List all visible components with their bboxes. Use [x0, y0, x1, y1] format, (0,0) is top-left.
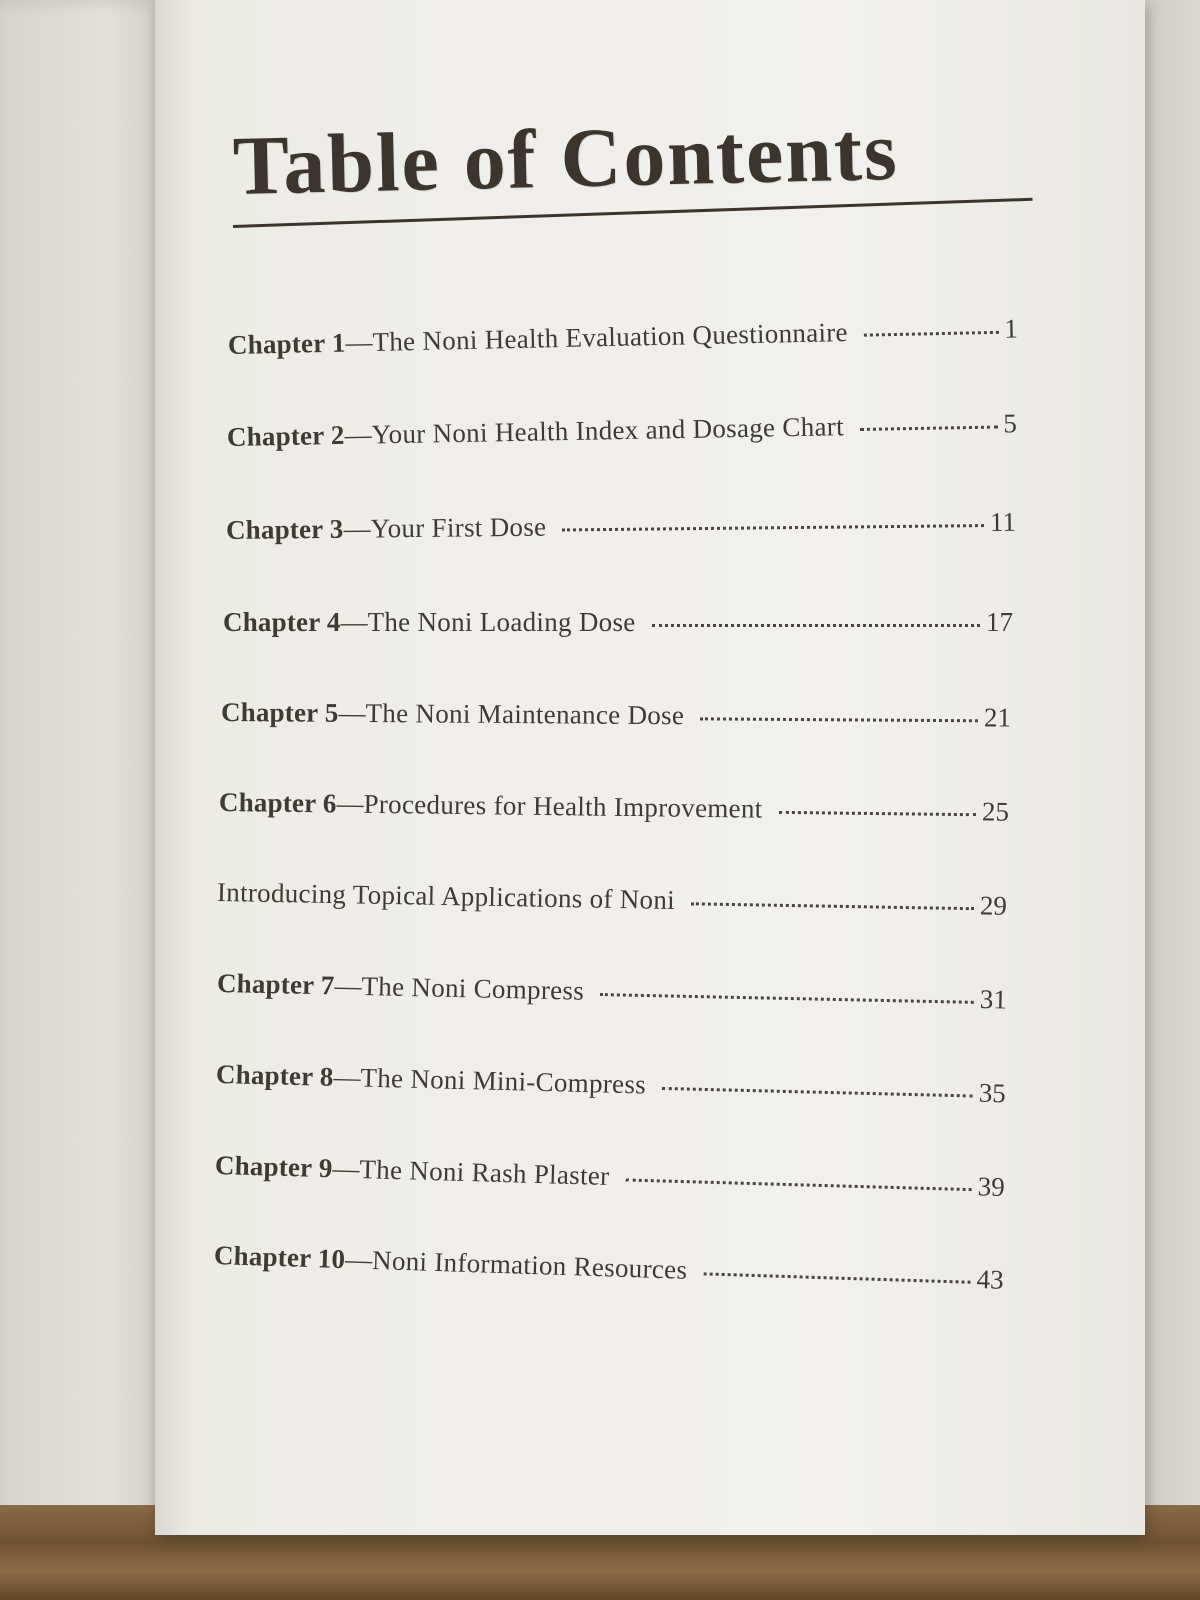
toc-separator: —: [344, 419, 372, 450]
dot-leader: [778, 810, 975, 816]
toc-chapter-label: Chapter 4: [223, 607, 341, 637]
toc-entry-title: The Noni Compress: [361, 971, 585, 1006]
toc-chapter-label: Chapter 3: [225, 513, 344, 545]
toc-page-number: 35: [978, 1077, 1007, 1109]
toc-page-number: 29: [979, 890, 1008, 921]
toc-chapter-label: Chapter 5: [220, 697, 339, 728]
toc-list: [155, 0, 1145, 1535]
toc-entry-title: Procedures for Health Improvement: [363, 788, 763, 824]
book-page: [155, 0, 1145, 1535]
toc-entry: [216, 1059, 1007, 1109]
toc-page-number: 17: [986, 607, 1013, 637]
toc-page-number: 21: [983, 702, 1012, 733]
dot-leader: [625, 1177, 971, 1191]
toc-chapter-label: Chapter 2: [226, 419, 345, 452]
toc-separator: —: [340, 607, 368, 637]
toc-chapter-label: Chapter 7: [216, 968, 335, 1001]
toc-separator: —: [343, 513, 371, 544]
toc-entry-title: The Noni Mini-Compress: [360, 1062, 647, 1100]
facing-page: [0, 0, 175, 1530]
dot-leader: [562, 523, 984, 531]
toc-page-number: 25: [981, 796, 1010, 827]
toc-page-number: 11: [989, 506, 1017, 537]
dot-leader: [662, 1086, 973, 1098]
toc-chapter-label: Chapter 8: [215, 1059, 334, 1092]
dot-leader: [691, 901, 974, 910]
toc-separator: —: [333, 1061, 361, 1093]
toc-separator: —: [334, 970, 362, 1002]
toc-entry: [215, 1150, 1006, 1203]
dot-leader: [864, 330, 999, 337]
toc-separator: —: [338, 697, 366, 729]
toc-entry: [217, 968, 1007, 1016]
toc-entry: [227, 408, 1017, 453]
toc-chapter-label: Chapter 10: [213, 1240, 346, 1275]
toc-chapter-label: Chapter 1: [227, 327, 346, 360]
toc-entry-title: The Noni Loading Dose: [367, 607, 636, 637]
page-title: Table of Contents: [231, 104, 900, 213]
toc-page-number: 5: [1003, 408, 1018, 439]
toc-page-number: 39: [977, 1171, 1006, 1203]
toc-chapter-label: Chapter 6: [218, 787, 337, 819]
toc-entry-title: The Noni Rash Plaster: [359, 1154, 610, 1192]
toc-entry-title: Your First Dose: [370, 511, 547, 544]
toc-entry: [226, 507, 1016, 546]
toc-entry: [214, 1240, 1005, 1296]
toc-entry: [221, 697, 1011, 734]
toc-entry: [219, 787, 1009, 828]
toc-separator: —: [336, 788, 364, 819]
toc-entry-title: The Noni Health Evaluation Questionnaire: [372, 317, 849, 357]
dot-leader: [600, 992, 974, 1004]
toc-page-number: 31: [979, 983, 1008, 1015]
toc-entry-title: Your Noni Health Index and Dosage Chart: [371, 411, 845, 450]
toc-entry: [223, 607, 1013, 638]
toc-entry-title: Noni Information Resources: [371, 1244, 688, 1285]
toc-entry-title: The Noni Maintenance Dose: [365, 698, 685, 731]
toc-separator: —: [345, 326, 373, 358]
toc-page-number: 43: [976, 1263, 1005, 1295]
toc-page-number: 1: [1004, 313, 1019, 344]
dot-leader: [700, 716, 978, 722]
background-surface: [1145, 0, 1200, 1510]
dot-leader: [703, 1271, 970, 1283]
toc-entry: [228, 313, 1018, 361]
toc-entry: [217, 877, 1007, 922]
toc-separator: —: [332, 1153, 360, 1185]
toc-separator: —: [344, 1244, 373, 1275]
toc-entry-title: Introducing Topical Applications of Noni: [216, 877, 676, 915]
toc-chapter-label: Chapter 9: [214, 1150, 333, 1184]
dot-leader: [652, 623, 980, 627]
dot-leader: [860, 425, 998, 431]
